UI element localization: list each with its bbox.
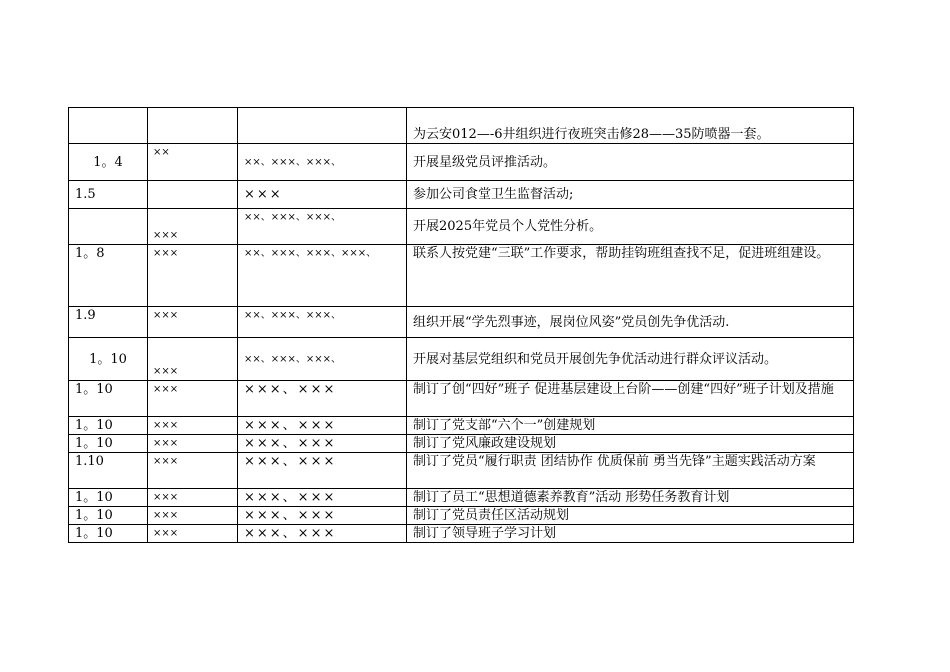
participants-cell: ××、×××、×××、×××、: [238, 245, 407, 307]
content-cell: 开展2025年党员个人党性分析。: [407, 209, 854, 245]
person-cell: ×××: [148, 381, 238, 417]
participants-cell: ×××、×××: [238, 453, 407, 489]
person-cell: ×××: [148, 453, 238, 489]
participants-cell: ××、×××、×××、: [238, 307, 407, 338]
activity-table: [68, 107, 854, 543]
table-row: [69, 435, 854, 453]
date-cell: 1.5: [69, 181, 148, 209]
content-cell: 组织开展“学先烈事迹，展岗位风姿”党员创先争优活动.: [407, 307, 854, 338]
participants-cell: ××、×××、×××、: [238, 338, 407, 381]
table-row: [69, 381, 854, 417]
content-cell: 制订了党员“履行职责 团结协作 优质保前 勇当先锋”主题实践活动方案: [407, 453, 854, 489]
date-cell: 1。10: [69, 435, 148, 453]
participants-cell: ×××、×××: [238, 381, 407, 417]
person-cell: ×××: [148, 525, 238, 543]
content-cell: 制订了党支部“六个一”创建规划: [407, 417, 854, 435]
date-cell: [69, 108, 148, 144]
content-cell: 为云安012—-6井组织进行夜班突击修28——35防喷器一套。: [407, 108, 854, 144]
table-row: [69, 417, 854, 435]
participants-cell: ×××、×××: [238, 435, 407, 453]
person-cell: [148, 108, 238, 144]
table-row: [69, 245, 854, 307]
person-cell: ×××: [148, 209, 238, 245]
date-cell: 1。10: [69, 417, 148, 435]
table-row: [69, 181, 854, 209]
date-cell: 1。10: [69, 525, 148, 543]
date-cell: 1。10: [69, 489, 148, 507]
person-cell: ×××: [148, 307, 238, 338]
table-row: [69, 525, 854, 543]
content-cell: 制订了创“四好”班子 促进基层建设上台阶——创建“四好”班子计划及措施: [407, 381, 854, 417]
table-row: [69, 507, 854, 525]
content-cell: 制订了党员责任区活动规划: [407, 507, 854, 525]
participants-cell: [238, 108, 407, 144]
table-row: [69, 307, 854, 338]
content-cell: 制订了党风廉政建设规划: [407, 435, 854, 453]
date-cell: 1。8: [69, 245, 148, 307]
content-cell: 开展星级党员评推活动。: [407, 144, 854, 181]
content-cell: 制订了领导班子学习计划: [407, 525, 854, 543]
table-row: [69, 489, 854, 507]
table-row: [69, 209, 854, 245]
person-cell: ×××: [148, 489, 238, 507]
person-cell: [148, 181, 238, 209]
content-cell: 制订了员工“思想道德素养教育”活动 形势任务教育计划: [407, 489, 854, 507]
date-cell: 1。4: [69, 144, 148, 181]
content-cell: 开展对基层党组织和党员开展创先争优活动进行群众评议活动。: [407, 338, 854, 381]
participants-cell: ××、×××、×××、: [238, 144, 407, 181]
participants-cell: ×××、×××: [238, 417, 407, 435]
table-row: [69, 338, 854, 381]
person-cell: ×××: [148, 417, 238, 435]
person-cell: ×××: [148, 245, 238, 307]
date-cell: 1.10: [69, 453, 148, 489]
person-cell: ×××: [148, 507, 238, 525]
person-cell: ×××: [148, 338, 238, 381]
date-cell: [69, 209, 148, 245]
table-row: [69, 453, 854, 489]
date-cell: 1。10: [69, 338, 148, 381]
participants-cell: ×××、×××: [238, 489, 407, 507]
table-row: [69, 108, 854, 144]
date-cell: 1。10: [69, 381, 148, 417]
content-cell: 参加公司食堂卫生监督活动;: [407, 181, 854, 209]
person-cell: ××: [148, 144, 238, 181]
participants-cell: ×××、×××: [238, 525, 407, 543]
participants-cell: ××、×××、×××、: [238, 209, 407, 245]
table-row: [69, 144, 854, 181]
date-cell: 1。10: [69, 507, 148, 525]
content-cell: 联系人按党建“三联”工作要求，帮助挂钩班组查找不足，促进班组建设。: [407, 245, 854, 307]
person-cell: ×××: [148, 435, 238, 453]
participants-cell: ×××、×××: [238, 507, 407, 525]
date-cell: 1.9: [69, 307, 148, 338]
participants-cell: ×××: [238, 181, 407, 209]
